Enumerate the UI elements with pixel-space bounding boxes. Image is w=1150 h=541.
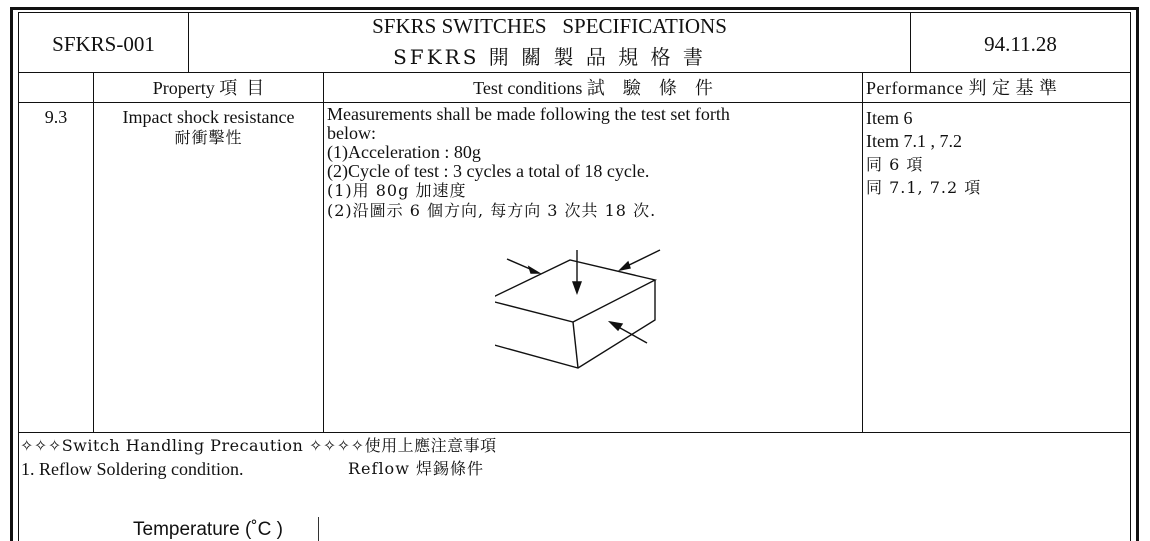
- condition-line: (2)沿圖示 6 個方向, 每方向 3 次共 18 次.: [327, 201, 657, 220]
- frame-outer-left: [10, 7, 13, 541]
- doc-title-en: SFKRS SWITCHES SPECIFICATIONS: [372, 14, 727, 38]
- row-performance: [866, 107, 1128, 199]
- col-divider-conditions: [862, 73, 863, 432]
- row-conditions: [327, 105, 859, 222]
- temperature-axis: [318, 517, 319, 541]
- frame-inner-top: [18, 12, 1131, 13]
- frame-inner-left: [18, 12, 19, 541]
- frame-inner-right: [1130, 12, 1131, 541]
- performance-line: 同 7.1, 7.2 項: [866, 178, 982, 197]
- row-property-en: Impact shock resistance: [122, 107, 295, 127]
- col-heading-performance: Performance 判 定 基 準: [866, 78, 1058, 98]
- table-bottom-rule: [18, 432, 1130, 433]
- frame-outer-right: [1136, 7, 1139, 541]
- colhead-bottom-rule: [18, 102, 1130, 103]
- precaution-heading: ✧✧✧Switch Handling Precaution ✧✧✧✧使用上應注意事項: [20, 436, 497, 455]
- frame-outer-top: [10, 7, 1139, 10]
- row-property-zh: 耐衝擊性: [174, 128, 243, 147]
- doc-date: 94.11.28: [984, 32, 1057, 56]
- condition-line: (1)用 80g 加速度: [327, 181, 467, 200]
- temperature-axis-label: Temperature (˚C ): [133, 519, 283, 540]
- performance-line: Item 7.1 , 7.2: [866, 131, 962, 151]
- doc-title-zh: SFKRS 開 關 製 品 規 格 書: [393, 45, 706, 69]
- condition-line: Measurements shall be made following the test set forth: [327, 104, 730, 124]
- impact-direction-diagram: [495, 240, 675, 375]
- performance-line: 同 6 項: [866, 155, 924, 174]
- reflow-item-en: 1. Reflow Soldering condition.: [21, 459, 244, 479]
- doc-code: SFKRS-001: [52, 32, 155, 56]
- col-heading-property: Property 項 目: [152, 78, 265, 98]
- header-bottom-rule: [18, 72, 1130, 73]
- row-number: 9.3: [44, 107, 68, 127]
- condition-line: below:: [327, 123, 376, 143]
- performance-line: Item 6: [866, 108, 913, 128]
- condition-line: (2)Cycle of test : 3 cycles a total of 18 cycle.: [327, 161, 650, 181]
- col-heading-test-conditions: Test conditions 試 驗 條 件: [473, 78, 713, 98]
- condition-line: (1)Acceleration : 80g: [327, 142, 481, 162]
- col-divider-property: [323, 73, 324, 432]
- reflow-item-zh: Reflow 焊錫條件: [348, 459, 484, 478]
